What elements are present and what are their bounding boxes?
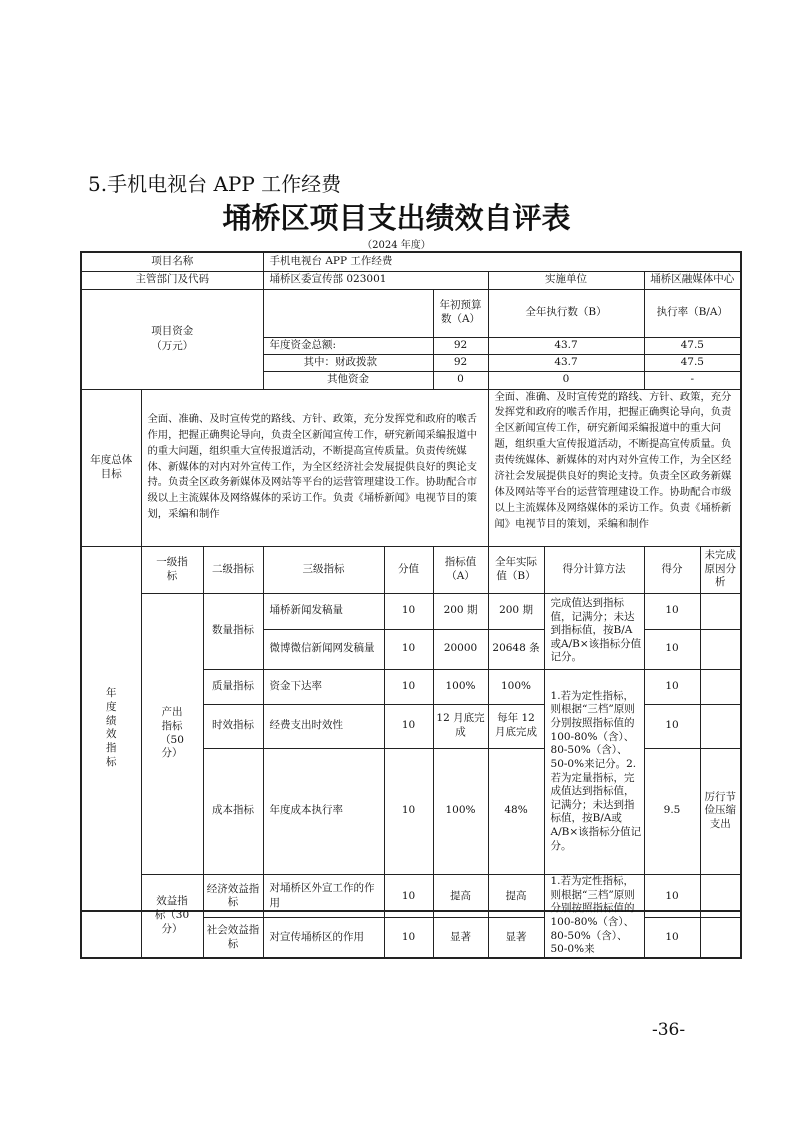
header-target: 指标值（A） <box>433 546 488 593</box>
indicator-reason <box>700 704 741 748</box>
goals-actual: 全面、准确、及时宣传党的路线、方针、政策，充分发挥党和政府的喉舌作用，把握正确舆论导向，负责全区新闻宣传工作，研究新闻采编报道中的重大问题，组织重大宣传报道活动，不断提高宣传质量。负责传统媒体、新媒体的对内对外宣传工作，为全区经济社会发展提供良好的舆论支持。负责全区政务新媒体及网站等平台的运营管理建设工作。协助配合市级以上主流媒体及网络媒体的采访工作。负责《埇桥新闻》电视节目的策划，采编和制作 <box>488 389 741 546</box>
indicator-reason <box>700 918 741 958</box>
indicator-actual: 48% <box>488 748 544 874</box>
level1-output: 产出指标（50分） <box>141 593 203 874</box>
indicator-reason: 厉行节俭压缩支出 <box>700 748 741 874</box>
header-method: 得分计算方法 <box>544 546 644 593</box>
funds-row-label: 其中：财政拨款 <box>263 354 433 371</box>
indicator-target: 显著 <box>433 918 488 958</box>
page-number: -36- <box>652 1020 686 1040</box>
indicator-score: 10 <box>644 704 700 748</box>
level2-quantity: 数量指标 <box>203 593 263 669</box>
funds-b: 0 <box>488 371 644 389</box>
indicator-score-value: 10 <box>384 629 433 669</box>
indicator-reason <box>700 669 741 704</box>
indicator-score: 10 <box>644 629 700 669</box>
method-text: 1.若为定性指标，则根据“三档”原则分别按照指标值的100-80%（含）、80-50%（含）、50-0%来记分。2.若为定量指标，完成值达到指标值，记满分；未达到指标值，按B/A或A/B×该指标分值记分。 <box>544 669 644 874</box>
funds-col-rate: 执行率（B/A） <box>644 289 741 337</box>
funds-b: 43.7 <box>488 354 644 371</box>
indicator-row <box>81 593 741 629</box>
indicator-actual: 显著 <box>488 918 544 958</box>
funds-a: 0 <box>433 371 488 389</box>
indicator-target: 100% <box>433 669 488 704</box>
benefit-table <box>80 874 742 959</box>
header-level2: 二级指标 <box>203 546 263 593</box>
indicator-actual: 100% <box>488 669 544 704</box>
implementer-value: 埇桥区融媒体中心 <box>644 271 741 289</box>
indicator-target: 200 期 <box>433 593 488 629</box>
implementer-label: 实施单位 <box>488 271 644 289</box>
section-heading: 5.手机电视台 APP 工作经费 <box>88 172 342 196</box>
department-row <box>81 271 741 289</box>
header-level1: 一级指标 <box>141 546 203 593</box>
department-label: 主管部门及代码 <box>81 271 263 289</box>
goals-label: 年度总体目标 <box>81 389 141 546</box>
document-title: 埇桥区项目支出绩效自评表 <box>222 201 571 235</box>
indicator-score-value: 10 <box>384 704 433 748</box>
goals-row <box>81 389 741 546</box>
funds-rate: - <box>644 371 741 389</box>
indicator-target: 20000 <box>433 629 488 669</box>
level2-economic: 经济效益指标 <box>203 875 263 918</box>
year-label: （2024 年度） <box>362 240 431 251</box>
project-name-row <box>81 252 741 271</box>
funds-a: 92 <box>433 354 488 371</box>
indicator-target: 提高 <box>433 875 488 918</box>
indicator-score: 9.5 <box>644 748 700 874</box>
indicator-actual: 20648 条 <box>488 629 544 669</box>
indicator-score: 10 <box>644 593 700 629</box>
funds-rate: 47.5 <box>644 337 741 354</box>
indicator-target: 100% <box>433 748 488 874</box>
indicator-actual: 每年 12 月底完成 <box>488 704 544 748</box>
indicator-target: 12 月底完成 <box>433 704 488 748</box>
indicator-actual: 200 期 <box>488 593 544 629</box>
indicator-score-value: 10 <box>384 593 433 629</box>
indicator-reason <box>700 629 741 669</box>
funds-rate: 47.5 <box>644 354 741 371</box>
method-text: 1.若为定性指标，则根据“三档”原则分别按照指标值的100-80%（含）、80-50%（含）、50-0%来 <box>544 875 644 958</box>
indicator-score: 10 <box>644 918 700 958</box>
method-text: 完成值达到指标值，记满分；未达到指标值，按B/A或A/B×该指标分值记分。 <box>544 593 644 669</box>
evaluation-table <box>80 251 742 912</box>
indicator-actual: 提高 <box>488 875 544 918</box>
level2-timeliness: 时效指标 <box>203 704 263 748</box>
header-actual: 全年实际值（B） <box>488 546 544 593</box>
indicator-score-value: 10 <box>384 748 433 874</box>
project-name-value: 手机电视台 APP 工作经费 <box>263 252 741 271</box>
level2-social: 社会效益指标 <box>203 918 263 958</box>
indicator-score-value: 10 <box>384 669 433 704</box>
level1-benefit: 效益指标（30分） <box>141 875 203 958</box>
indicator-name: 微博微信新闻网发稿量 <box>263 629 384 669</box>
indicator-name: 年度成本执行率 <box>263 748 384 874</box>
indicator-score-value: 10 <box>384 875 433 918</box>
indicator-reason <box>700 593 741 629</box>
level2-cost: 成本指标 <box>203 748 263 874</box>
funds-a: 92 <box>433 337 488 354</box>
funds-label: 项目资金 （万元） <box>81 289 263 389</box>
perf-label-continued <box>81 875 141 958</box>
project-name-label: 项目名称 <box>81 252 263 271</box>
funds-b: 43.7 <box>488 337 644 354</box>
indicator-name: 经费支出时效性 <box>263 704 384 748</box>
header-score-value: 分值 <box>384 546 433 593</box>
funds-header-row <box>81 289 741 337</box>
funds-blank <box>263 289 433 337</box>
indicator-name: 对宣传埇桥区的作用 <box>263 918 384 958</box>
goals-planned: 全面、准确、及时宣传党的路线、方针、政策，充分发挥党和政府的喉舌作用，把握正确舆论导向，负责全区新闻宣传工作，研究新闻采编报道中的重大问题，组织重大宣传报道活动，不断提高宣传质量。负责传统媒体、新媒体的对内对外宣传工作，为全区经济社会发展提供良好的舆论支持。负责全区政务新媒体及网站等平台的运营管理建设工作。协助配合市级以上主流媒体及网络媒体的采访工作。负责《埇桥新闻》电视节目的策划，采编和制作 <box>141 389 488 546</box>
indicator-name: 埇桥新闻发稿量 <box>263 593 384 629</box>
indicator-score: 10 <box>644 669 700 704</box>
indicator-row <box>81 875 741 918</box>
header-score: 得分 <box>644 546 700 593</box>
funds-row-label: 年度资金总额: <box>263 337 433 354</box>
funds-row-label: 其他资金 <box>263 371 433 389</box>
perf-header-row <box>81 546 741 593</box>
indicator-score-value: 10 <box>384 918 433 958</box>
indicator-name: 对埇桥区外宣工作的作用 <box>263 875 384 918</box>
level2-quality: 质量指标 <box>203 669 263 704</box>
header-reason: 未完成原因分析 <box>700 546 741 593</box>
header-level3: 三级指标 <box>263 546 384 593</box>
department-value: 埇桥区委宣传部 023001 <box>263 271 488 289</box>
indicator-score: 10 <box>644 875 700 918</box>
funds-col-b: 全年执行数（B） <box>488 289 644 337</box>
funds-col-a: 年初预算数（A） <box>433 289 488 337</box>
perf-label: 年度绩效指标 <box>81 546 141 911</box>
indicator-reason <box>700 875 741 918</box>
indicator-name: 资金下达率 <box>263 669 384 704</box>
